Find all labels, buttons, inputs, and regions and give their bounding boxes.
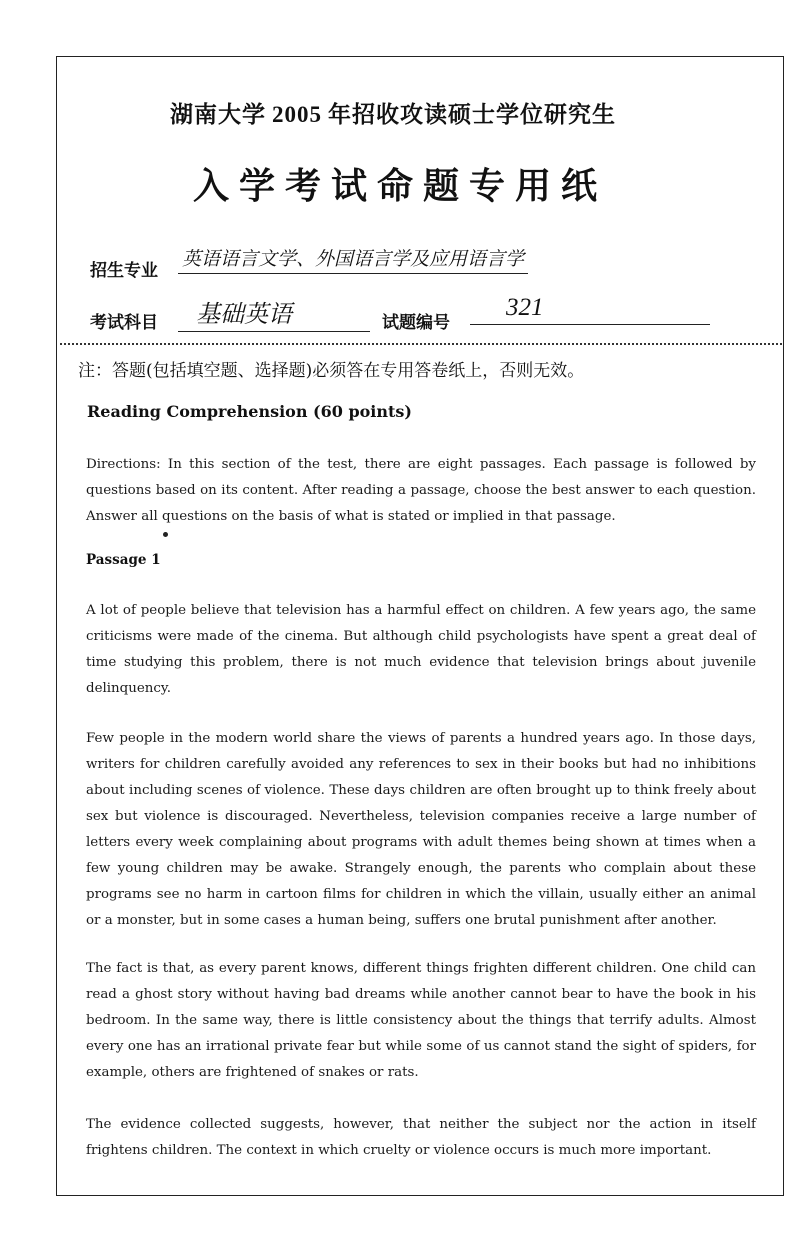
code-label: 试题编号 [382,313,450,333]
section-heading: Reading Comprehension (60 points) [87,402,412,421]
exam-subtitle: 入学考试命题专用纸 [192,165,607,207]
subject-label: 考试科目 [90,313,158,333]
exam-title [170,96,616,129]
answer-notice: 注：答题(包括填空题、选择题)必须答在专用答卷纸上，否则无效。 [78,361,585,381]
directions-paragraph: Directions: In this section of the test, there are eight passages. Each passage is followed by questions based on its content. After reading a passage, choose the best answer to each question. Answer all questions on the basis of what is stated or implied in that passage. [86,457,756,524]
passage-paragraph-1: A lot of people believe that television has a harmful effect on children. A few years ago, the same criticisms were made of the cinema. But although child psychologists have spent a great deal of time studying this problem, there is not much evidence that television brings about juvenile delinquency. [86,603,756,696]
stray-mark [163,532,168,537]
dotted-separator [60,343,782,345]
subject-value: 基础英语 [178,294,370,332]
passage-title: Passage 1 [86,552,161,568]
title-suffix: 年招收攻读硕士学位研究生 [328,101,616,128]
code-value: 321 [470,294,710,325]
major-label: 招生专业 [90,261,158,281]
passage-paragraph-3: The fact is that, as every parent knows, different things frighten different children. One child can read a ghost story without having bad dreams while another cannot bear to have the book in his bedroom. In the same way, there is little consistency about the things that terrify adults. Almost every one has an irrational private fear but while some of us cannot stand the sight of spiders, for example, others are frightened of snakes or rats. [86,961,756,1080]
university-name: 湖南大学 [170,101,266,128]
major-value: 英语语言文学、外国语言学及应用语言学 [178,244,528,274]
passage-paragraph-4: The evidence collected suggests, however, that neither the subject nor the action in itself frightens children. The context in which cruelty or violence occurs is much more important. [86,1117,756,1158]
exam-year: 2005 [272,102,322,127]
passage-paragraph-2: Few people in the modern world share the views of parents a hundred years ago. In those days, writers for children carefully avoided any references to sex in their books but had no inhibitions about including scenes of violence. These days children are often brought up to think freely about sex but violence is discouraged. Nevertheless, television companies receive a large number of letters every week complaining about programs with adult themes being shown at times when a few young children may be awake. Strangely enough, the parents who complain about these programs see no harm in cartoon films for children in which the villain, usually either an animal or a monster, but in some cases a human being, suffers one brutal punishment after another. [86,731,756,928]
